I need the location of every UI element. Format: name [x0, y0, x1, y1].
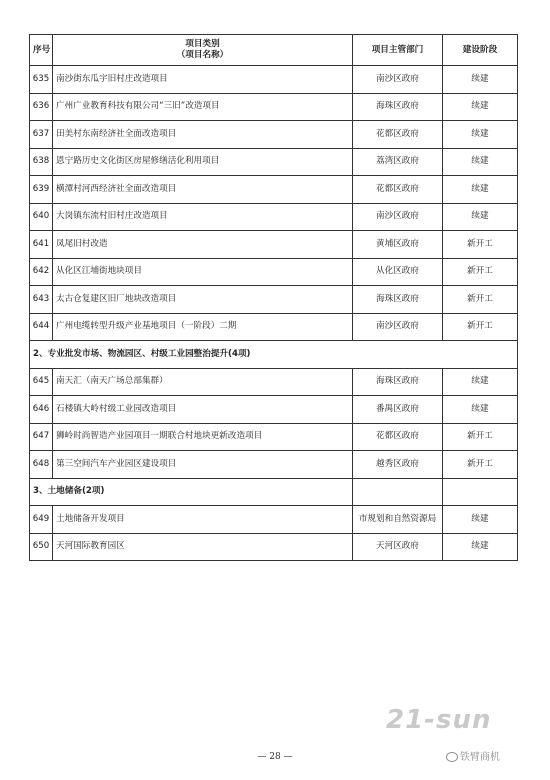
row-stage: 新开工	[443, 258, 518, 286]
page-number-text: — 28 —	[254, 752, 295, 762]
header-category-sub: （项目名称）	[176, 50, 229, 60]
row-dept: 南沙区政府	[353, 66, 443, 94]
page-number	[0, 752, 550, 762]
row-name: 恩宁路历史文化街区房屋修缮活化利用项目	[53, 148, 353, 176]
table-row	[30, 66, 518, 94]
table-row	[30, 533, 518, 561]
row-name: 广州广业教育科技有限公司“三旧”改造项目	[53, 93, 353, 121]
table-row	[30, 121, 518, 149]
row-dept: 海珠区政府	[353, 93, 443, 121]
row-dept: 海珠区政府	[353, 286, 443, 314]
row-stage: 新开工	[443, 451, 518, 479]
row-stage: 续建	[443, 93, 518, 121]
row-dept: 南沙区政府	[353, 203, 443, 231]
table-row	[30, 423, 518, 451]
row-stage: 续建	[443, 368, 518, 396]
table-row	[30, 368, 518, 396]
table-row	[30, 148, 518, 176]
row-stage: 新开工	[443, 286, 518, 314]
row-stage: 续建	[443, 66, 518, 94]
header-category-title: 项目类别	[185, 39, 220, 49]
row-no: 643	[30, 286, 53, 314]
row-no: 644	[30, 313, 53, 341]
row-no: 648	[30, 451, 53, 479]
row-no: 638	[30, 148, 53, 176]
row-dept: 花都区政府	[353, 423, 443, 451]
row-name: 狮岭时尚智造产业园项目一期联合村地块更新改造项目	[53, 423, 353, 451]
row-name: 土地储备开发项目	[53, 506, 353, 534]
row-dept: 市规划和自然资源局	[353, 506, 443, 534]
section-3-title: 3、土地储备(2项)	[30, 478, 353, 506]
row-stage: 新开工	[443, 313, 518, 341]
row-no: 636	[30, 93, 53, 121]
project-table-container	[29, 34, 517, 561]
row-no: 635	[30, 66, 53, 94]
table-row	[30, 176, 518, 204]
row-name: 横潭村河西经济社全面改造项目	[53, 176, 353, 204]
row-stage: 续建	[443, 148, 518, 176]
watermark-logo: 21-sun	[386, 705, 492, 735]
row-no: 645	[30, 368, 53, 396]
row-name: 第三空间汽车产业园区建设项目	[53, 451, 353, 479]
section-3-empty-dept	[353, 478, 443, 506]
section-3-empty-stage	[443, 478, 518, 506]
row-dept: 南沙区政府	[353, 313, 443, 341]
table-row	[30, 203, 518, 231]
table-header-row	[30, 35, 518, 66]
section-heading-row	[30, 478, 518, 506]
table-row	[30, 286, 518, 314]
row-name: 大岗镇东流村旧村庄改造项目	[53, 203, 353, 231]
row-no: 649	[30, 506, 53, 534]
row-no: 646	[30, 396, 53, 424]
row-name: 天河国际教育园区	[53, 533, 353, 561]
row-no: 650	[30, 533, 53, 561]
row-no: 637	[30, 121, 53, 149]
row-stage: 续建	[443, 176, 518, 204]
row-stage: 续建	[443, 121, 518, 149]
row-dept: 黄埔区政府	[353, 231, 443, 259]
row-dept: 荔湾区政府	[353, 148, 443, 176]
row-dept: 番禺区政府	[353, 396, 443, 424]
table-row	[30, 258, 518, 286]
row-dept: 天河区政府	[353, 533, 443, 561]
header-stage: 建设阶段	[443, 35, 518, 66]
header-dept: 项目主管部门	[353, 35, 443, 66]
row-name: 广州电缆转型升级产业基地项目（一阶段）二期	[53, 313, 353, 341]
section-heading-row	[30, 341, 518, 369]
row-name: 从化区江埔街地块项目	[53, 258, 353, 286]
row-no: 642	[30, 258, 53, 286]
row-no: 639	[30, 176, 53, 204]
table-row	[30, 506, 518, 534]
row-dept: 越秀区政府	[353, 451, 443, 479]
row-name: 南天汇（南天广场总部集群）	[53, 368, 353, 396]
table-row	[30, 231, 518, 259]
table-row	[30, 313, 518, 341]
row-dept: 花都区政府	[353, 121, 443, 149]
row-no: 640	[30, 203, 53, 231]
table-row	[30, 396, 518, 424]
row-no: 641	[30, 231, 53, 259]
row-dept: 从化区政府	[353, 258, 443, 286]
header-no: 序号	[30, 35, 53, 66]
row-dept: 海珠区政府	[353, 368, 443, 396]
row-stage: 续建	[443, 506, 518, 534]
row-stage: 新开工	[443, 423, 518, 451]
row-name: 田美村东南经济社全面改造项目	[53, 121, 353, 149]
header-category	[53, 35, 353, 66]
watermark-sub-text: 铁臂商机	[460, 752, 500, 763]
row-stage: 续建	[443, 533, 518, 561]
table-row	[30, 93, 518, 121]
row-name: 南沙街东瓜宇旧村庄改造项目	[53, 66, 353, 94]
table-row	[30, 451, 518, 479]
row-no: 647	[30, 423, 53, 451]
row-name: 凤尾旧村改造	[53, 231, 353, 259]
row-stage: 续建	[443, 396, 518, 424]
row-name: 石楼镇大岭村级工业园改造项目	[53, 396, 353, 424]
row-dept: 花都区政府	[353, 176, 443, 204]
project-table	[29, 34, 518, 561]
row-name: 太古仓复建区旧厂地块改造项目	[53, 286, 353, 314]
section-2-title: 2、专业批发市场、物流园区、村级工业园整治提升(4项)	[30, 341, 518, 369]
row-stage: 续建	[443, 203, 518, 231]
row-stage: 新开工	[443, 231, 518, 259]
